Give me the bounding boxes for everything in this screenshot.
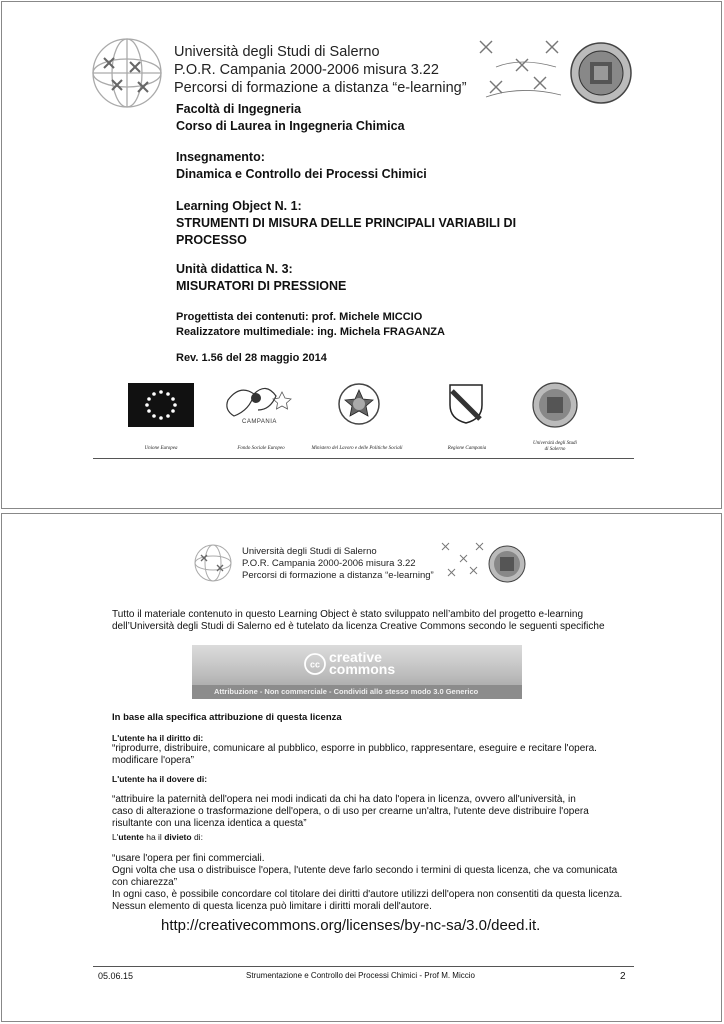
duty-text-1: “attribuire la paternità dell'opera nei modi indicati da chi ha dato l'opera in licenza, ovvero all'università, in (112, 794, 576, 805)
university-seal-icon (570, 42, 632, 104)
faculty-name: Facoltà di Ingegneria (176, 102, 302, 116)
cc-word-commons: commons (329, 661, 396, 677)
crosses-decoration-icon (476, 37, 566, 105)
caption-fse: Fondo Sociale Europeo (237, 446, 285, 451)
learning-object-title-cont: PROCESSO (176, 233, 247, 247)
ban-text-4: In ogni caso, è possibile concordare col titolare dei diritti d'autore utilizzi dell'opera non consentiti da questa licenza. (112, 889, 623, 900)
ban-text-3: con chiarezza” (112, 877, 178, 888)
divider-line (93, 458, 634, 459)
page-number: 2 (620, 971, 626, 982)
duty-text-2: caso di alterazione o trasformazione dell'opera, o di uso per crearne un'altra, l'utente deve distribuire l'opera (112, 806, 589, 817)
ban-text-2: Ogni volta che usa o distribuisce l'opera, l'utente deve farlo secondo i termini di questa licenza, che va comunicata (112, 865, 618, 876)
duty-text-3: risultante con una licenza identica a questa” (112, 818, 307, 829)
university-seal-tiny-icon (488, 545, 526, 583)
ban-text-5: Nessun elemento di questa licenza può limitare i diritti morali dell'autore. (112, 901, 432, 912)
cc-license-text: Attribuzione - Non commerciale - Condividi allo stesso modo 3.0 Generico (214, 687, 479, 696)
unit-label: Unità didattica N. 3: (176, 262, 293, 276)
crosses-decoration-small-icon (440, 541, 486, 581)
footer-date: 05.06.15 (98, 971, 134, 981)
ban-label: L'utente ha il divieto di: (112, 832, 203, 842)
header-program: P.O.R. Campania 2000-2006 misura 3.22 (174, 62, 439, 78)
course-name: Corso di Laurea in Ingegneria Chimica (176, 119, 405, 133)
duty-label: L'utente ha il dovere di: (112, 774, 208, 784)
header-elearning-2: Percorsi di formazione a distanza “e-learning” (242, 570, 434, 581)
caption-eu: Unione Europea (144, 446, 178, 451)
multimedia-producer: Realizzatore multimediale: ing. Michela FRAGANZA (176, 326, 445, 338)
campania-word: CAMPANIA (242, 419, 277, 425)
slide-1 (1, 1, 722, 509)
right-label: L'utente ha il diritto di: (112, 733, 204, 743)
globe-logo-small-icon (193, 543, 233, 583)
footer-divider (93, 966, 634, 967)
cc-badge-icon (304, 653, 326, 675)
footer-title: Strumentazione e Controllo dei Processi Chimici - Prof M. Miccio (246, 971, 475, 980)
learning-object-title: STRUMENTI DI MISURA DELLE PRINCIPALI VARIABILI DI (176, 216, 517, 230)
regione-campania-shield-icon (448, 383, 484, 425)
eu-flag-icon (128, 383, 194, 427)
license-url-link[interactable]: http://creativecommons.org/licenses/by-nc-sa/3.0/deed.it. (161, 917, 541, 934)
right-text-1: “riprodurre, distribuire, comunicare al pubblico, esporre in pubblico, rappresentare, eseguire e recitare l'opera. (112, 743, 597, 754)
globe-logo-icon (90, 36, 164, 110)
italian-emblem-icon (335, 380, 383, 428)
intro-line-2: dell’Università degli Studi di Salerno ed è tutelato da licenza Creative Commons secondo le seguenti specifiche (112, 621, 605, 632)
header-program-2: P.O.R. Campania 2000-2006 misura 3.22 (242, 558, 416, 569)
header-university: Università degli Studi di Salerno (174, 44, 380, 60)
cc-license-bar (192, 685, 522, 699)
subject-name: Dinamica e Controllo dei Processi Chimici (176, 167, 427, 181)
section-title: In base alla specifica attribuzione di questa licenza (112, 712, 342, 723)
caption-ministry: Ministero del Lavoro e delle Politiche Sociali (311, 446, 403, 451)
university-seal-small-icon (532, 382, 578, 428)
learning-object-label: Learning Object N. 1: (176, 199, 302, 213)
slide-2 (1, 513, 722, 1022)
creative-commons-banner[interactable] (192, 645, 522, 699)
caption-university: Università degli Studi di Salerno (533, 441, 577, 452)
content-designer: Progettista dei contenuti: prof. Michele MICCIO (176, 311, 423, 323)
intro-line-1: Tutto il materiale contenuto in questo Learning Object è stato sviluppato nell’ambito del progetto e-learning (112, 609, 584, 620)
cc-word-creative: creative (329, 649, 382, 665)
header-university-2: Università degli Studi di Salerno (242, 546, 377, 557)
ban-text-1: “usare l'opera per fini commerciali. (112, 853, 265, 864)
subject-label: Insegnamento: (176, 150, 265, 164)
unit-title: MISURATORI DI PRESSIONE (176, 279, 347, 293)
header-elearning: Percorsi di formazione a distanza “e-learning” (174, 80, 467, 96)
caption-region: Regione Campania (447, 446, 487, 451)
right-text-2: modificare l'opera” (112, 755, 194, 766)
revision: Rev. 1.56 del 28 maggio 2014 (176, 352, 327, 364)
svg-text:cc: cc (309, 659, 321, 670)
